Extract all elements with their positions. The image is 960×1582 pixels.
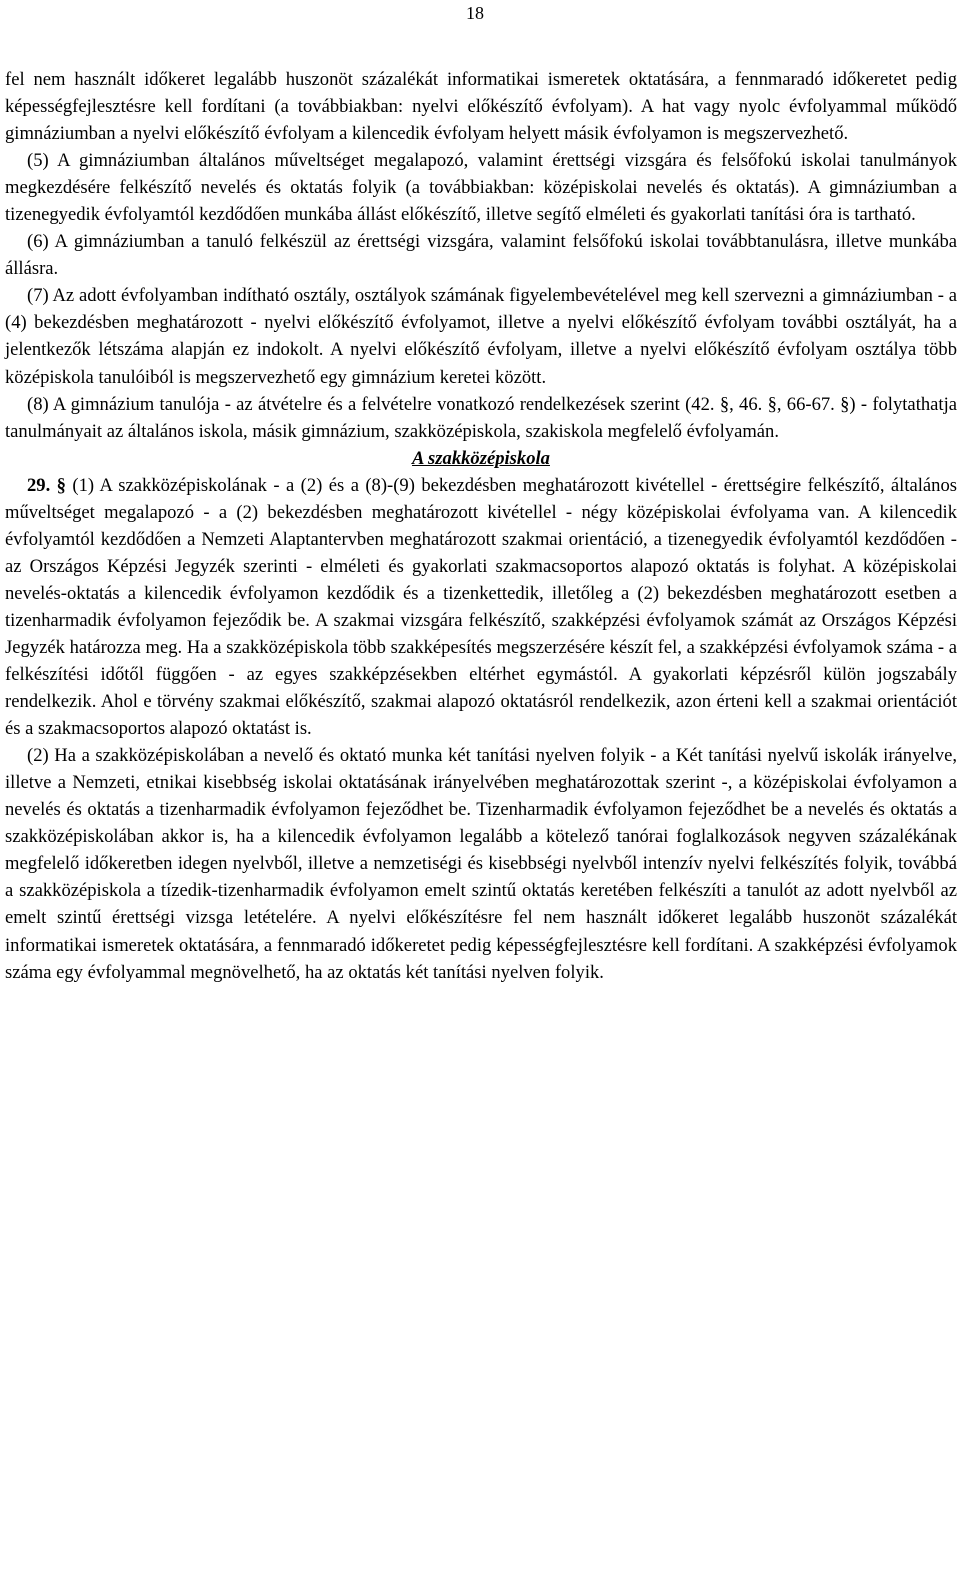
paragraph-7: (7) Az adott évfolyamban indítható osztály, osztályok számának figyelembevételével meg kell szervezni a gimnáziumban - a (4) bekezdésben meghatározott - nyelvi előkészítő évfolyamot, illetve a nyelvi előkészítő évfolyam további osztályát, ha a jelentkezők létszáma alapján ez indokolt. A nyelvi előkészítő évfolyam, illetve a nyelvi előkészítő évfolyam osztálya több középiskola tanulóiból is megszervezhető egy gimnázium keretei között.	[5, 285, 957, 388]
article-29-paragraph-1	[5, 472, 957, 742]
article-29-paragraph-2: (2) Ha a szakközépiskolában a nevelő és oktató munka két tanítási nyelven folyik - a Két tanítási nyelvű iskolák irányelve, illetve a Nemzeti, etnikai kisebbség iskolai oktatásának irányelvében meghatározottak szerint -, a középiskolai évfolyamon a nevelés és oktatás a tizenharmadik évfolyamon fejeződhet be. Tizenharmadik évfolyamon fejeződhet be a nevelés és oktatás a szakközépiskolában akkor is, ha a kilencedik évfolyamon legalább a kötelező tanórai foglalkozások negyven százalékának megfelelő időkeretben idegen nyelvből, illetve a nemzetiségi és kisebbségi nyelvből intenzív nyelvi felkészítés folyik, továbbá a szakközépiskola a tízedik-tizenharmadik évfolyamon emelt szintű oktatás keretében felkészíti a tanulót az adott nyelvből az emelt szintű érettségi vizsga letételére. A nyelvi előkészítésre fel nem használt időkeret legalább huszonöt százalékát informatikai ismeretek oktatására, a fennmaradó időkeretet pedig képességfejlesztésre kell fordítani. A szakképzési évfolyamok száma egy évfolyammal megnövelhető, ha az oktatás két tanítási nyelven folyik.	[5, 745, 957, 983]
paragraph-6: (6) A gimnáziumban a tanuló felkészül az érettségi vizsgára, valamint felsőfokú iskolai továbbtanulásra, illetve munkába állásra.	[5, 231, 957, 280]
paragraph-5: (5) A gimnáziumban általános műveltséget megalapozó, valamint érettségi vizsgára és felsőfokú iskolai tanulmányok megkezdésére felkészítő nevelés és oktatás folyik (a továbbiakban: középiskolai nevelés és oktatás). A gimnáziumban a tizenegyedik évfolyamtól kezdődően munkába állást előkészítő, illetve segítő elméleti és gyakorlati tanítási óra is tartható.	[5, 150, 957, 226]
article-number: 29. §	[27, 474, 66, 496]
paragraph-intro: fel nem használt időkeret legalább huszonöt százalékát informatikai ismeretek oktatására, a fennmaradó időkeretet pedig képességfejlesztésre kell fordítani (a továbbiakban: nyelvi előkészítő évfolyam). A hat vagy nyolc évfolyammal működő gimnáziumban a nyelvi előkészítő évfolyam a kilencedik évfolyam helyett másik évfolyamon is megszervezhető.	[5, 69, 957, 145]
document-body	[5, 66, 957, 986]
section-title: A szakközépiskola	[412, 447, 550, 469]
paragraph-8: (8) A gimnázium tanulója - az átvételre és a felvételre vonatkozó rendelkezések szerint (42. §, 46. §, 66-67. §) - folytathatja tanulmányait az általános iskola, másik gimnázium, szakközépiskola, szakiskola megfelelő évfolyamán.	[5, 393, 957, 442]
article-29-paragraph-1-text: (1) A szakközépiskolának - a (2) és a (8)-(9) bekezdésben meghatározott kivétellel - érettségire felkészítő, általános műveltséget megalapozó - a (2) bekezdésben meghatározott kivétellel - négy középiskolai évfolyama van. A kilencedik évfolyamtól kezdődően a Nemzeti Alaptantervben meghatározott szakmai orientáció, a tizenegyedik évfolyamtól kezdődően - az Országos Képzési Jegyzék szerinti - elméleti és gyakorlati szakmacsoportos alapozó oktatás is folyhat. A középiskolai nevelés-oktatás a kilencedik évfolyamon kezdődik és a tizenkettedik, illetőleg a (2) bekezdésben meghatározott esetben a tizenharmadik évfolyamon fejeződik be. A szakmai vizsgára felkészítő, szakképzési évfolyamok számát az Országos Képzési Jegyzék határozza meg. Ha a szakközépiskola több szakképesítés megszerzésére készít fel, a szakképzési évfolyamok száma - a felkészítési időtől függően - az egyes szakképzésekben eltérhet egymástól. A gyakorlati képzésről külön jogszabály rendelkezik. Ahol e törvény szakmai előkészítő, szakmai alapozó oktatásról rendelkezik, azon érteni kell a szakmai orientációt és a szakmacsoportos alapozó oktatást is.	[5, 474, 957, 740]
page-number: 18	[466, 3, 484, 23]
